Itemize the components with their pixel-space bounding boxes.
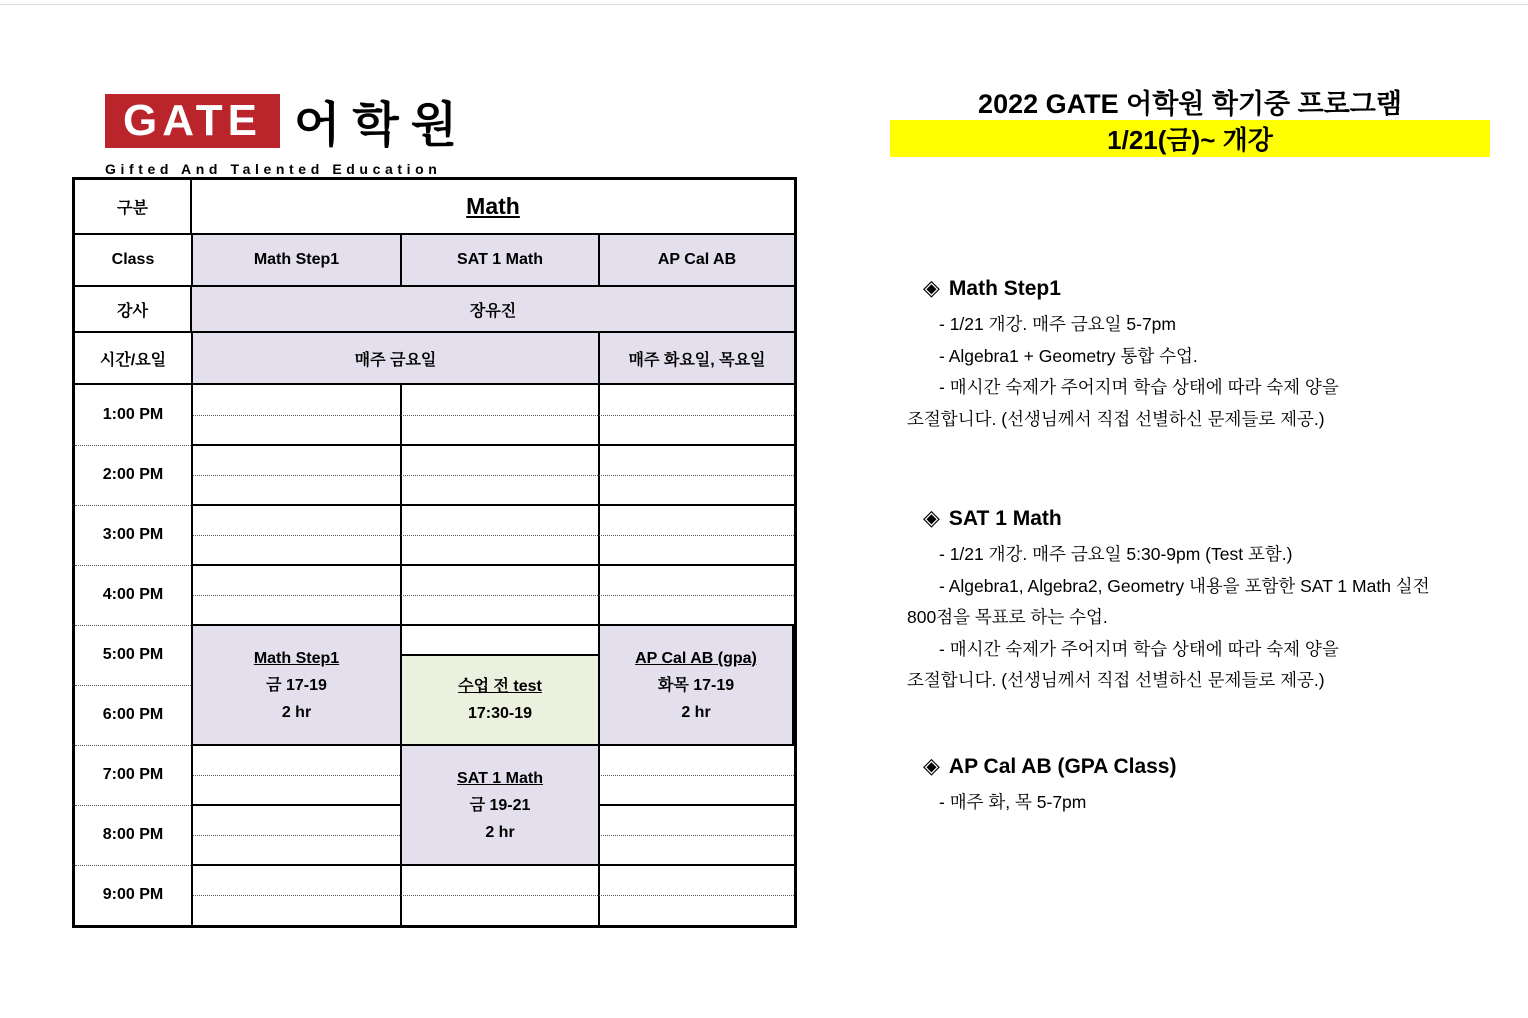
section-sat1-math [905,505,1495,697]
diamond-bullet-icon: ◈ [923,753,940,778]
gate-logo [105,86,469,177]
gate-logo-korean: 어학원 [293,99,470,152]
section-title-text: SAT 1 Math [948,507,1062,530]
block-title: 수업 전 test [458,678,542,695]
subject-cell [192,180,794,233]
section-line: 조절합니다. (선생님께서 직접 선별하신 문제들로 제공.) [907,670,1325,690]
class-cell-sat1-math: SAT 1 Math [402,235,600,285]
corner-label-cell: 구분 [75,180,192,233]
time-label: 9:00 PM [102,886,164,903]
page-top-divider [0,4,1528,5]
block-title: Math Step1 [253,649,340,667]
diamond-bullet-icon: ◈ [923,505,940,530]
section-line: 800점을 목표로 하는 수업. [907,607,1108,627]
program-title: 2022 GATE 어학원 학기중 프로그램 [978,89,1402,119]
section-line: 조절합니다. (선생님께서 직접 선별하신 문제들로 제공.) [907,408,1325,429]
timetable-row-days [75,333,794,385]
block-duration: 2 hr [281,703,312,721]
section-title [905,505,1495,531]
gate-logo-box: GATE [105,94,280,148]
hour-gridline [191,564,794,566]
timetable-row-class [75,235,794,287]
block-duration: 2 hr [485,823,515,841]
section-line: - 1/21 개강. 매주 금요일 5:30-9pm (Test 포함.) [939,544,1293,564]
section-title [905,753,1495,779]
section-math-step1 [905,275,1495,435]
class-label-cell: Class [75,235,193,285]
section-ap-cal-ab [905,753,1495,819]
section-line: - 매주 화, 목 5-7pm [939,792,1087,812]
gate-logo-row [105,86,469,155]
time-label: 7:00 PM [102,766,164,783]
block-duration: 2 hr [681,703,711,721]
time-label: 8:00 PM [102,826,164,843]
teacher-cell: 장유진 [192,287,794,331]
timetable-body [75,385,794,925]
timetable-row-subject [75,180,794,235]
schedule-block-math-step1 [191,624,402,746]
time-label: 1:00 PM [102,406,164,423]
half-hour-gridline [193,535,794,536]
start-date-banner: 1/21(금)~ 개강 [890,120,1490,157]
section-line: - 매시간 숙제가 주어지며 학습 상태에 따라 숙제 양을 [939,638,1339,659]
hour-gridline [191,504,794,506]
block-time: 금 19-21 [469,796,531,814]
diamond-bullet-icon: ◈ [923,275,940,300]
subject-label: Math [466,193,520,219]
section-title [905,275,1495,301]
section-title-text: AP Cal AB (GPA Class) [948,755,1177,778]
hour-gridline [191,444,794,446]
block-title: AP Cal AB (gpa) [635,649,757,667]
days-cell-tue-thu: 매주 화요일, 목요일 [600,333,794,383]
section-line: - 1/21 개강. 매주 금요일 5-7pm [939,314,1176,334]
time-label: 3:00 PM [102,526,164,543]
block-time: 17:30-19 [467,705,533,722]
time-label: 5:00 PM [102,646,164,663]
half-hour-gridline [193,895,794,896]
half-hour-gridline [193,595,794,596]
section-line: - 매시간 숙제가 주어지며 학습 상태에 따라 숙제 양을 [939,377,1339,397]
days-cell-friday: 매주 금요일 [193,333,600,383]
timetable-row-teacher [75,287,794,333]
class-cell-math-step1: Math Step1 [193,235,402,285]
half-hour-gridline [193,475,794,476]
gate-logo-tagline: Gifted And Talented Education [105,161,442,177]
teacher-label-cell: 강사 [75,287,192,331]
block-time: 금 17-19 [266,676,327,694]
time-day-label-cell: 시간/요일 [75,333,193,383]
section-line: - Algebra1 + Geometry 통합 수업. [939,345,1198,366]
block-title: SAT 1 Math [457,769,543,787]
timetable [72,177,797,928]
time-label: 6:00 PM [102,706,164,723]
time-label: 2:00 PM [102,466,164,483]
half-hour-gridline [193,415,794,416]
schedule-block-sat1-math [400,744,600,866]
class-cell-ap-cal-ab: AP Cal AB [600,235,794,285]
block-time: 화목 17-19 [657,676,735,694]
time-label: 4:00 PM [102,586,164,603]
schedule-block-pre-test [400,654,600,746]
section-line: - Algebra1, Algebra2, Geometry 내용을 포함한 SAT 1 Math 실전 [939,575,1430,596]
section-title-text: Math Step1 [948,277,1061,300]
schedule-block-ap-cal-ab [598,624,794,746]
